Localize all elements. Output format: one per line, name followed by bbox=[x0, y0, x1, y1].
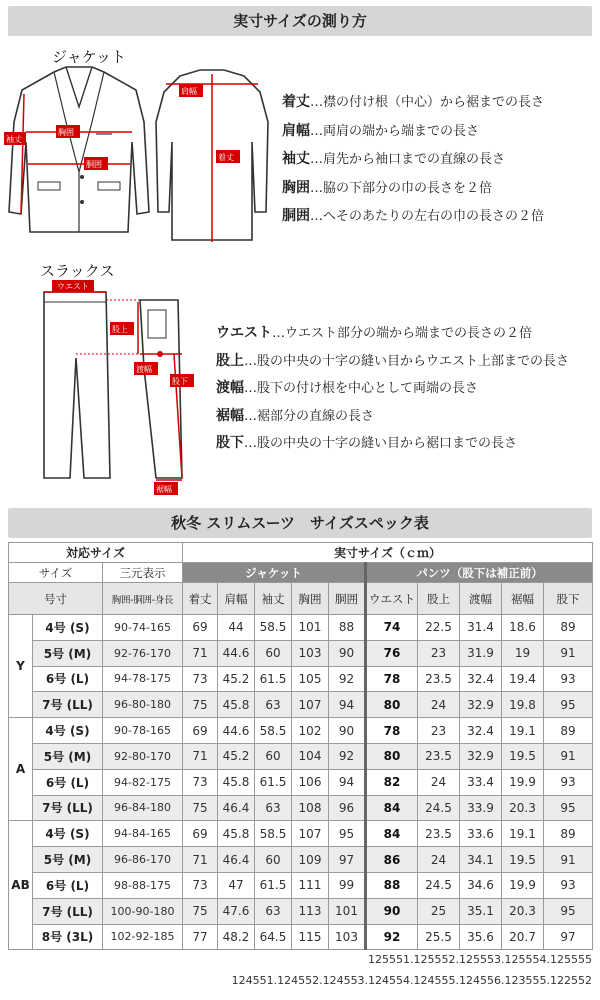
three-dim-cell: 96-84-180 bbox=[103, 795, 183, 821]
pants-value-cell: 24 bbox=[418, 769, 460, 795]
jacket-value-cell: 101 bbox=[292, 615, 329, 641]
size-number-cell: 7号 (LL) bbox=[33, 795, 103, 821]
jacket-waist-tag: 胴囲 bbox=[86, 160, 102, 169]
jacket-value-cell: 107 bbox=[292, 821, 329, 847]
jacket-value-cell: 47 bbox=[218, 872, 255, 898]
slacks-def-row: 裾幅…裾部分の直線の長さ bbox=[216, 407, 375, 424]
pants-value-cell: 35.1 bbox=[460, 898, 502, 924]
jacket-value-cell: 44.6 bbox=[218, 718, 255, 744]
slacks-def-row: 渡幅…股下の付け根を中心として両端の長さ bbox=[216, 380, 479, 396]
pants-value-cell: 80 bbox=[366, 743, 418, 769]
size-number-cell: 4号 (S) bbox=[33, 615, 103, 641]
col-header: 着丈 bbox=[183, 583, 218, 615]
jacket-def-row: 胴囲…へそのあたりの左右の巾の長さの２倍 bbox=[282, 208, 545, 224]
actual-size-header: 実寸サイズ（ｃｍ） bbox=[183, 543, 593, 563]
jacket-value-cell: 61.5 bbox=[255, 769, 292, 795]
jacket-value-cell: 44.6 bbox=[218, 640, 255, 666]
jacket-value-cell: 115 bbox=[292, 924, 329, 950]
jacket-value-cell: 103 bbox=[329, 924, 366, 950]
pants-value-cell: 78 bbox=[366, 666, 418, 692]
pants-value-cell: 25.5 bbox=[418, 924, 460, 950]
pants-value-cell: 33.4 bbox=[460, 769, 502, 795]
three-dim-cell: 96-86-170 bbox=[103, 847, 183, 873]
jacket-value-cell: 73 bbox=[183, 666, 218, 692]
table-row bbox=[9, 821, 593, 847]
jacket-chest-tag: 胸囲 bbox=[58, 128, 74, 137]
pants-value-cell: 80 bbox=[366, 692, 418, 718]
jacket-def-row: 着丈…襟の付け根（中心）から裾までの長さ bbox=[282, 94, 545, 110]
table-row bbox=[9, 692, 593, 718]
size-number-cell: 5号 (M) bbox=[33, 743, 103, 769]
jacket-value-cell: 95 bbox=[329, 821, 366, 847]
pants-value-cell: 95 bbox=[544, 898, 593, 924]
three-dim-cell: 90-78-165 bbox=[103, 718, 183, 744]
size-number-cell: 4号 (S) bbox=[33, 821, 103, 847]
jacket-value-cell: 113 bbox=[292, 898, 329, 924]
jacket-definitions bbox=[282, 88, 544, 231]
slacks-waist-tag: ウエスト bbox=[57, 282, 89, 291]
jacket-value-cell: 73 bbox=[183, 872, 218, 898]
slacks-label: スラックス bbox=[40, 262, 115, 280]
jacket-value-cell: 58.5 bbox=[255, 615, 292, 641]
pants-value-cell: 24 bbox=[418, 847, 460, 873]
three-dim-cell: 94-82-175 bbox=[103, 769, 183, 795]
jacket-value-cell: 106 bbox=[292, 769, 329, 795]
jacket-value-cell: 90 bbox=[329, 640, 366, 666]
pants-value-cell: 90 bbox=[366, 898, 418, 924]
slacks-def-row: 股下…股の中央の十字の縫い目から裾口までの長さ bbox=[216, 435, 518, 451]
jacket-value-cell: 63 bbox=[255, 692, 292, 718]
slacks-definitions bbox=[216, 320, 569, 458]
size-number-cell: 6号 (L) bbox=[33, 666, 103, 692]
jacket-value-cell: 63 bbox=[255, 898, 292, 924]
slacks-def-row: 股上…股の中央の十字の縫い目からウエスト上部までの長さ bbox=[216, 352, 570, 369]
table-row bbox=[9, 898, 593, 924]
pants-value-cell: 34.1 bbox=[460, 847, 502, 873]
jacket-value-cell: 61.5 bbox=[255, 872, 292, 898]
jacket-value-cell: 69 bbox=[183, 821, 218, 847]
pants-value-cell: 19.5 bbox=[502, 847, 544, 873]
size-number-cell: 8号 (3L) bbox=[33, 924, 103, 950]
size-number-cell: 5号 (M) bbox=[33, 847, 103, 873]
pants-value-cell: 92 bbox=[366, 924, 418, 950]
pants-value-cell: 24.5 bbox=[418, 795, 460, 821]
jacket-value-cell: 45.8 bbox=[218, 769, 255, 795]
pants-value-cell: 91 bbox=[544, 847, 593, 873]
pants-value-cell: 19.9 bbox=[502, 769, 544, 795]
jacket-value-cell: 46.4 bbox=[218, 847, 255, 873]
pants-value-cell: 89 bbox=[544, 718, 593, 744]
size-header: サイズ bbox=[9, 563, 103, 583]
pants-value-cell: 78 bbox=[366, 718, 418, 744]
jacket-value-cell: 101 bbox=[329, 898, 366, 924]
three-dim-cell: 98-88-175 bbox=[103, 872, 183, 898]
jacket-value-cell: 94 bbox=[329, 692, 366, 718]
jacket-value-cell: 75 bbox=[183, 795, 218, 821]
pants-value-cell: 84 bbox=[366, 821, 418, 847]
jacket-value-cell: 64.5 bbox=[255, 924, 292, 950]
pants-value-cell: 32.4 bbox=[460, 718, 502, 744]
slacks-inseam-tag: 股下 bbox=[172, 377, 188, 386]
pants-value-cell: 19 bbox=[502, 640, 544, 666]
pants-value-cell: 18.6 bbox=[502, 615, 544, 641]
pants-value-cell: 25 bbox=[418, 898, 460, 924]
three-dim-cell: 94-78-175 bbox=[103, 666, 183, 692]
size-spec-table bbox=[8, 542, 593, 950]
slacks-thigh-tag: 渡幅 bbox=[136, 365, 152, 374]
table-row bbox=[9, 924, 593, 950]
pants-value-cell: 23.5 bbox=[418, 821, 460, 847]
pants-value-cell: 91 bbox=[544, 640, 593, 666]
jacket-value-cell: 96 bbox=[329, 795, 366, 821]
product-codes-line-2: 124551.124552.124553.124554.124555.124556.123555.122552 bbox=[231, 974, 592, 987]
jacket-length-tag: 着丈 bbox=[218, 153, 234, 162]
jacket-value-cell: 92 bbox=[329, 743, 366, 769]
jacket-value-cell: 102 bbox=[292, 718, 329, 744]
col-header: 股上 bbox=[418, 583, 460, 615]
pants-value-cell: 97 bbox=[544, 924, 593, 950]
table-row bbox=[9, 872, 593, 898]
jacket-value-cell: 109 bbox=[292, 847, 329, 873]
jacket-def-row: 袖丈…肩先から袖口までの直線の長さ bbox=[282, 151, 506, 167]
pants-value-cell: 93 bbox=[544, 769, 593, 795]
jacket-value-cell: 58.5 bbox=[255, 821, 292, 847]
pants-value-cell: 31.9 bbox=[460, 640, 502, 666]
pants-value-cell: 93 bbox=[544, 666, 593, 692]
pants-value-cell: 20.3 bbox=[502, 898, 544, 924]
jacket-value-cell: 104 bbox=[292, 743, 329, 769]
pants-value-cell: 34.6 bbox=[460, 872, 502, 898]
group-cell: A bbox=[9, 718, 33, 821]
pants-value-cell: 93 bbox=[544, 872, 593, 898]
table-row bbox=[9, 847, 593, 873]
col-header: 股下 bbox=[544, 583, 593, 615]
jacket-value-cell: 97 bbox=[329, 847, 366, 873]
three-dim-cell: 94-84-165 bbox=[103, 821, 183, 847]
jacket-front-illustration bbox=[4, 62, 154, 252]
jacket-value-cell: 48.2 bbox=[218, 924, 255, 950]
jacket-value-cell: 105 bbox=[292, 666, 329, 692]
pants-value-cell: 23.5 bbox=[418, 666, 460, 692]
pants-value-cell: 31.4 bbox=[460, 615, 502, 641]
pants-value-cell: 89 bbox=[544, 821, 593, 847]
pants-value-cell: 22.5 bbox=[418, 615, 460, 641]
three-dim-header: 三元表示 bbox=[103, 563, 183, 583]
jacket-value-cell: 90 bbox=[329, 718, 366, 744]
jacket-value-cell: 46.4 bbox=[218, 795, 255, 821]
pants-value-cell: 20.7 bbox=[502, 924, 544, 950]
size-number-cell: 5号 (M) bbox=[33, 640, 103, 666]
jacket-def-row: 胸囲…脇の下部分の巾の長さを２倍 bbox=[282, 179, 493, 196]
pants-value-cell: 19.4 bbox=[502, 666, 544, 692]
size-number-cell: 7号 (LL) bbox=[33, 898, 103, 924]
spec-table-title: 秋冬 スリムスーツ サイズスペック表 bbox=[8, 508, 592, 538]
jacket-value-cell: 69 bbox=[183, 615, 218, 641]
pants-value-cell: 74 bbox=[366, 615, 418, 641]
jacket-value-cell: 60 bbox=[255, 743, 292, 769]
jacket-value-cell: 44 bbox=[218, 615, 255, 641]
col-header: 肩幅 bbox=[218, 583, 255, 615]
size-number-cell: 6号 (L) bbox=[33, 769, 103, 795]
three-dim-cell: 102-92-185 bbox=[103, 924, 183, 950]
jacket-value-cell: 69 bbox=[183, 718, 218, 744]
col-header: 袖丈 bbox=[255, 583, 292, 615]
size-number-cell: 6号 (L) bbox=[33, 872, 103, 898]
jacket-value-cell: 71 bbox=[183, 640, 218, 666]
jacket-def-row: 肩幅…両肩の端から端までの長さ bbox=[282, 122, 480, 139]
three-dim-cell: 92-76-170 bbox=[103, 640, 183, 666]
jacket-value-cell: 63 bbox=[255, 795, 292, 821]
pants-value-cell: 84 bbox=[366, 795, 418, 821]
jacket-value-cell: 45.2 bbox=[218, 666, 255, 692]
jacket-value-cell: 61.5 bbox=[255, 666, 292, 692]
pants-value-cell: 24.5 bbox=[418, 872, 460, 898]
jacket-sleeve-tag: 袖丈 bbox=[6, 135, 22, 144]
table-row bbox=[9, 640, 593, 666]
jacket-value-cell: 75 bbox=[183, 692, 218, 718]
pants-value-cell: 19.1 bbox=[502, 821, 544, 847]
pants-value-cell: 91 bbox=[544, 743, 593, 769]
slacks-def-row: ウエスト…ウエスト部分の端から端までの長さの２倍 bbox=[216, 325, 533, 341]
pants-value-cell: 88 bbox=[366, 872, 418, 898]
size-number-cell: 7号 (LL) bbox=[33, 692, 103, 718]
jacket-value-cell: 107 bbox=[292, 692, 329, 718]
three-dim-cell: 90-74-165 bbox=[103, 615, 183, 641]
table-row bbox=[9, 615, 593, 641]
pants-value-cell: 33.6 bbox=[460, 821, 502, 847]
pants-value-cell: 32.4 bbox=[460, 666, 502, 692]
slacks-rise-tag: 股上 bbox=[112, 325, 128, 334]
pants-value-cell: 24 bbox=[418, 692, 460, 718]
jacket-value-cell: 60 bbox=[255, 640, 292, 666]
gou-header: 号寸 bbox=[9, 583, 103, 615]
pants-value-cell: 19.5 bbox=[502, 743, 544, 769]
group-cell: AB bbox=[9, 821, 33, 950]
jacket-value-cell: 71 bbox=[183, 743, 218, 769]
pants-value-cell: 20.3 bbox=[502, 795, 544, 821]
three-dim-cell: 100-90-180 bbox=[103, 898, 183, 924]
jacket-value-cell: 47.6 bbox=[218, 898, 255, 924]
corr-size-header: 対応サイズ bbox=[9, 543, 183, 563]
pants-value-cell: 33.9 bbox=[460, 795, 502, 821]
table-row bbox=[9, 743, 593, 769]
pants-value-cell: 89 bbox=[544, 615, 593, 641]
jacket-value-cell: 94 bbox=[329, 769, 366, 795]
col-header: 裾幅 bbox=[502, 583, 544, 615]
table-row bbox=[9, 666, 593, 692]
product-codes-line-1: 125551.125552.125553.125554.125555 bbox=[368, 953, 592, 966]
jacket-value-cell: 45.2 bbox=[218, 743, 255, 769]
pants-value-cell: 82 bbox=[366, 769, 418, 795]
pants-value-cell: 95 bbox=[544, 692, 593, 718]
measure-section-title: 実寸サイズの測り方 bbox=[8, 6, 592, 36]
jacket-value-cell: 45.8 bbox=[218, 692, 255, 718]
jacket-value-cell: 88 bbox=[329, 615, 366, 641]
slacks-hem-tag: 裾幅 bbox=[156, 485, 172, 494]
pants-value-cell: 86 bbox=[366, 847, 418, 873]
pants-value-cell: 19.1 bbox=[502, 718, 544, 744]
three-dim-cell: 96-80-180 bbox=[103, 692, 183, 718]
jacket-value-cell: 92 bbox=[329, 666, 366, 692]
col-header: 胸囲 bbox=[292, 583, 329, 615]
col-header: ウエスト bbox=[366, 583, 418, 615]
jacket-value-cell: 75 bbox=[183, 898, 218, 924]
pants-value-cell: 95 bbox=[544, 795, 593, 821]
dims-header: 胸囲-胴囲-身長 bbox=[103, 583, 183, 615]
jacket-value-cell: 60 bbox=[255, 847, 292, 873]
col-header: 渡幅 bbox=[460, 583, 502, 615]
table-row bbox=[9, 769, 593, 795]
jacket-value-cell: 58.5 bbox=[255, 718, 292, 744]
table-row bbox=[9, 795, 593, 821]
jacket-value-cell: 45.8 bbox=[218, 821, 255, 847]
pants-value-cell: 76 bbox=[366, 640, 418, 666]
pants-value-cell: 23.5 bbox=[418, 743, 460, 769]
col-header: 胴囲 bbox=[329, 583, 366, 615]
jacket-shoulder-tag: 肩幅 bbox=[181, 87, 197, 96]
size-number-cell: 4号 (S) bbox=[33, 718, 103, 744]
jacket-value-cell: 71 bbox=[183, 847, 218, 873]
slacks-side-illustration bbox=[112, 298, 200, 498]
pants-value-cell: 32.9 bbox=[460, 743, 502, 769]
jacket-label: ジャケット bbox=[52, 48, 126, 66]
pants-value-cell: 32.9 bbox=[460, 692, 502, 718]
jacket-value-cell: 111 bbox=[292, 872, 329, 898]
jacket-value-cell: 99 bbox=[329, 872, 366, 898]
pants-value-cell: 23 bbox=[418, 640, 460, 666]
table-row bbox=[9, 718, 593, 744]
three-dim-cell: 92-80-170 bbox=[103, 743, 183, 769]
jacket-value-cell: 77 bbox=[183, 924, 218, 950]
pants-value-cell: 35.6 bbox=[460, 924, 502, 950]
jacket-back-illustration bbox=[152, 62, 272, 252]
jacket-value-cell: 73 bbox=[183, 769, 218, 795]
pants-group-header: パンツ（股下は補正前） bbox=[366, 563, 593, 583]
pants-value-cell: 19.8 bbox=[502, 692, 544, 718]
jacket-group-header: ジャケット bbox=[183, 563, 366, 583]
jacket-value-cell: 103 bbox=[292, 640, 329, 666]
pants-value-cell: 19.9 bbox=[502, 872, 544, 898]
jacket-value-cell: 108 bbox=[292, 795, 329, 821]
group-cell: Y bbox=[9, 615, 33, 718]
pants-value-cell: 23 bbox=[418, 718, 460, 744]
